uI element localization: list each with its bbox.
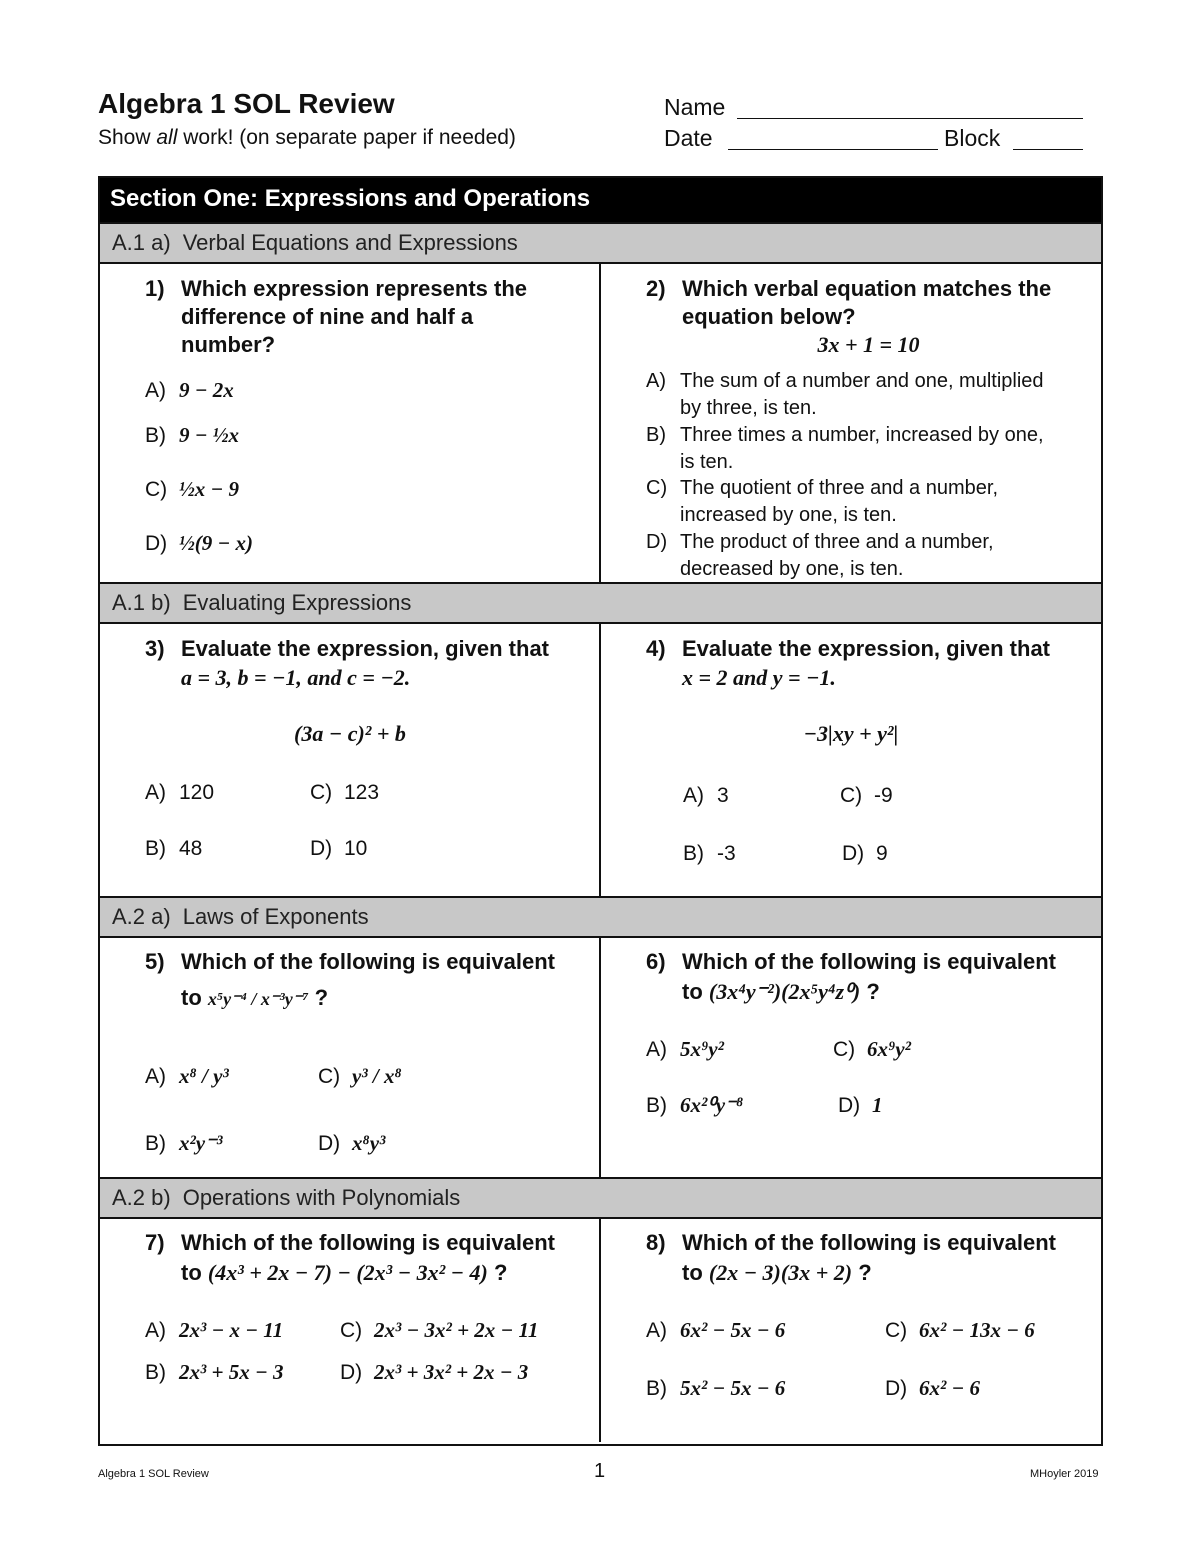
q5-option-a[interactable] xyxy=(145,1063,229,1090)
option-value: 3 xyxy=(717,784,729,807)
q8-option-b[interactable] xyxy=(646,1375,785,1402)
q6-option-d[interactable] xyxy=(838,1092,883,1119)
question-text: Evaluate the expression, given that xyxy=(181,636,550,661)
q6-option-b[interactable] xyxy=(646,1092,743,1119)
option-label: B) xyxy=(646,1094,667,1117)
q8-option-d[interactable] xyxy=(885,1375,980,1402)
section-title: Section One: Expressions and Operations xyxy=(100,178,1101,222)
option-value: x⁸y³ xyxy=(352,1131,386,1155)
question-1 xyxy=(145,275,565,365)
option-label: C) xyxy=(318,1065,341,1088)
option-value: x⁸ / y³ xyxy=(179,1064,229,1088)
instructions-emphasis: all xyxy=(156,126,178,149)
question-8 xyxy=(646,1229,1096,1293)
name-label: Name xyxy=(664,94,726,120)
instructions-post: work! (on separate paper if needed) xyxy=(177,126,516,149)
q8-option-c[interactable] xyxy=(885,1317,1035,1344)
option-label: C) xyxy=(833,1038,856,1061)
question-5 xyxy=(145,948,590,1028)
column-divider xyxy=(599,938,601,1177)
option-text: Three times a number, increased by one, is ten. xyxy=(680,424,1044,473)
q4-option-a[interactable] xyxy=(683,782,729,809)
instructions xyxy=(98,126,516,150)
q8-option-a[interactable] xyxy=(646,1317,785,1344)
option-value: -3 xyxy=(717,842,736,865)
question-expression: (2x − 3)(3x + 2) xyxy=(708,1260,853,1285)
question-text: Which of the following is equivalent xyxy=(682,1230,1056,1255)
option-label: C) xyxy=(885,1319,908,1342)
option-label: C) xyxy=(646,477,668,499)
question-prefix: to xyxy=(181,1260,202,1285)
q1-option-b[interactable] xyxy=(145,422,239,449)
option-label: B) xyxy=(145,1132,166,1155)
question-number: 4) xyxy=(646,636,666,661)
option-label: C) xyxy=(145,478,168,501)
column-divider xyxy=(599,1219,601,1442)
column-divider xyxy=(599,624,601,896)
question-2 xyxy=(646,275,1091,335)
option-label: D) xyxy=(318,1132,341,1155)
option-value: y³ / x⁸ xyxy=(352,1064,402,1088)
date-field[interactable] xyxy=(728,149,938,150)
question-number: 8) xyxy=(646,1230,666,1255)
option-value: 6x⁹y² xyxy=(867,1037,911,1061)
q7-option-a[interactable] xyxy=(145,1317,283,1344)
question-expression: (4x³ + 2x − 7) − (2x³ − 3x² − 4) xyxy=(207,1260,488,1285)
option-label: A) xyxy=(145,1065,166,1088)
option-label: B) xyxy=(145,424,166,447)
question-number: 5) xyxy=(145,949,165,974)
instructions-pre: Show xyxy=(98,126,157,149)
column-divider xyxy=(599,264,601,582)
q3-option-a[interactable] xyxy=(145,779,214,806)
q4-option-c[interactable] xyxy=(840,782,893,809)
question-given: a = 3, b = −1, and c = −2. xyxy=(181,665,411,690)
question-expression: (3x⁴y⁻²)(2x⁵y⁴z⁰) xyxy=(708,979,861,1004)
q5-option-b[interactable] xyxy=(145,1130,223,1157)
q6-option-c[interactable] xyxy=(833,1036,911,1063)
question-text: Which of the following is equivalent xyxy=(181,1230,555,1255)
option-value: 5x⁹y² xyxy=(680,1037,724,1061)
question-suffix: ? xyxy=(866,979,880,1004)
q3-option-c[interactable] xyxy=(310,779,379,806)
subsection-header-a1a xyxy=(100,222,1101,264)
subsection-title: Operations with Polynomials xyxy=(182,1185,461,1210)
option-value: 9 − 2x xyxy=(179,378,234,402)
option-label: A) xyxy=(145,1319,166,1342)
q2-equation: 3x + 1 = 10 xyxy=(817,332,920,357)
option-value: 2x³ − 3x² + 2x − 11 xyxy=(374,1318,539,1342)
q5-option-d[interactable] xyxy=(318,1130,385,1157)
option-label: D) xyxy=(646,531,668,553)
option-label: A) xyxy=(646,370,666,392)
option-label: D) xyxy=(310,837,333,860)
option-label: C) xyxy=(340,1319,363,1342)
option-value: ½(9 − x) xyxy=(179,531,253,555)
q3-option-b[interactable] xyxy=(145,835,202,862)
question-text: Which of the following is equivalent xyxy=(682,949,1056,974)
option-value: -9 xyxy=(874,784,893,807)
option-label: C) xyxy=(310,781,333,804)
option-value: 2x³ + 3x² + 2x − 3 xyxy=(374,1360,529,1384)
footer-left: Algebra 1 SOL Review xyxy=(98,1468,209,1480)
question-prefix: to xyxy=(682,979,703,1004)
option-label: D) xyxy=(340,1361,363,1384)
question-6 xyxy=(646,948,1096,1012)
option-label: A) xyxy=(683,784,704,807)
date-label: Date xyxy=(664,125,713,151)
option-label: A) xyxy=(646,1319,667,1342)
q7-option-b[interactable] xyxy=(145,1359,284,1386)
q5-option-c[interactable] xyxy=(318,1063,402,1090)
subsection-header-a1b xyxy=(100,582,1101,624)
option-value: 6x² − 13x − 6 xyxy=(919,1318,1035,1342)
q2-option-c[interactable] xyxy=(646,475,1066,529)
subsection-code: A.2 a) xyxy=(112,904,171,929)
question-suffix: ? xyxy=(858,1260,872,1285)
subsection-title: Verbal Equations and Expressions xyxy=(182,230,518,255)
q4-expression: −3|xy + y²| xyxy=(803,721,899,746)
subsection-header-a2a xyxy=(100,896,1101,938)
option-label: B) xyxy=(145,1361,166,1384)
option-value: 6x² − 6 xyxy=(919,1376,981,1400)
q4-option-d[interactable] xyxy=(842,840,888,867)
question-expression: x⁵y⁻⁴ / x⁻³y⁻⁷ xyxy=(207,989,309,1009)
subsection-header-a2b xyxy=(100,1177,1101,1219)
subsection-title: Laws of Exponents xyxy=(182,904,369,929)
q1-option-a[interactable] xyxy=(145,377,234,404)
q4-option-b[interactable] xyxy=(683,840,736,867)
option-value: 6x² − 5x − 6 xyxy=(680,1318,786,1342)
question-number: 2) xyxy=(646,276,666,301)
q2-option-d[interactable] xyxy=(646,529,1066,583)
q1-option-d[interactable] xyxy=(145,530,253,557)
question-prefix: to xyxy=(181,985,202,1010)
option-label: D) xyxy=(145,532,168,555)
question-4 xyxy=(646,635,1091,695)
page-title: Algebra 1 SOL Review xyxy=(98,88,395,119)
question-suffix: ? xyxy=(493,1260,508,1285)
question-number: 6) xyxy=(646,949,666,974)
option-value: 123 xyxy=(344,781,380,804)
block-label: Block xyxy=(944,125,1001,151)
option-text: The sum of a number and one, multiplied by three, is ten. xyxy=(680,370,1044,419)
option-text: The product of three and a number, decreased by one, is ten. xyxy=(680,531,994,580)
question-number: 1) xyxy=(145,276,165,301)
option-value: 6x²⁰y⁻⁸ xyxy=(680,1093,744,1117)
question-suffix: ? xyxy=(314,985,329,1010)
q7-option-c[interactable] xyxy=(340,1317,538,1344)
q2-option-b[interactable] xyxy=(646,422,1066,476)
option-value: 5x² − 5x − 6 xyxy=(680,1376,786,1400)
q3-option-d[interactable] xyxy=(310,835,367,862)
option-label: D) xyxy=(842,842,865,865)
question-text: Which verbal equation matches the equation below? xyxy=(682,276,1052,329)
option-label: B) xyxy=(646,424,666,446)
option-label: A) xyxy=(145,379,166,402)
q3-expression: (3a − c)² + b xyxy=(294,721,406,746)
question-3 xyxy=(145,635,585,695)
subsection-code: A.2 b) xyxy=(112,1185,171,1210)
subsection-code: A.1 a) xyxy=(112,230,171,255)
option-label: C) xyxy=(840,784,863,807)
option-value: 2x³ − x − 11 xyxy=(179,1318,284,1342)
option-value: 1 xyxy=(872,1093,883,1117)
option-value: 48 xyxy=(179,837,203,860)
option-value: 9 xyxy=(876,842,888,865)
page-number: 1 xyxy=(594,1460,606,1482)
question-7 xyxy=(145,1229,595,1293)
question-text: Which expression represents the difference of nine and half a number? xyxy=(181,276,527,357)
q1-option-c[interactable] xyxy=(145,476,239,503)
option-value: 10 xyxy=(344,837,368,860)
subsection-title: Evaluating Expressions xyxy=(182,590,412,615)
option-label: D) xyxy=(885,1377,908,1400)
option-label: A) xyxy=(646,1038,667,1061)
q6-option-a[interactable] xyxy=(646,1036,724,1063)
block-field[interactable] xyxy=(1013,149,1083,150)
option-value: 2x³ + 5x − 3 xyxy=(179,1360,284,1384)
option-value: 120 xyxy=(179,781,215,804)
option-label: D) xyxy=(838,1094,861,1117)
footer-right: MHoyler 2019 xyxy=(1030,1468,1099,1480)
question-given: x = 2 and y = −1. xyxy=(682,665,836,690)
question-number: 3) xyxy=(145,636,165,661)
option-label: B) xyxy=(683,842,704,865)
question-text: Which of the following is equivalent xyxy=(181,949,555,974)
q2-option-a[interactable] xyxy=(646,368,1066,422)
option-value: x²y⁻³ xyxy=(179,1131,223,1155)
q7-option-d[interactable] xyxy=(340,1359,528,1386)
question-text: Evaluate the expression, given that xyxy=(682,636,1051,661)
option-label: B) xyxy=(145,837,166,860)
option-value: 9 − ½x xyxy=(179,423,239,447)
question-prefix: to xyxy=(682,1260,703,1285)
option-text: The quotient of three and a number, increased by one, is ten. xyxy=(680,477,998,526)
name-field[interactable] xyxy=(737,118,1083,119)
option-label: A) xyxy=(145,781,166,804)
option-label: B) xyxy=(646,1377,667,1400)
subsection-code: A.1 b) xyxy=(112,590,171,615)
question-number: 7) xyxy=(145,1230,165,1255)
option-value: ½x − 9 xyxy=(179,477,239,501)
